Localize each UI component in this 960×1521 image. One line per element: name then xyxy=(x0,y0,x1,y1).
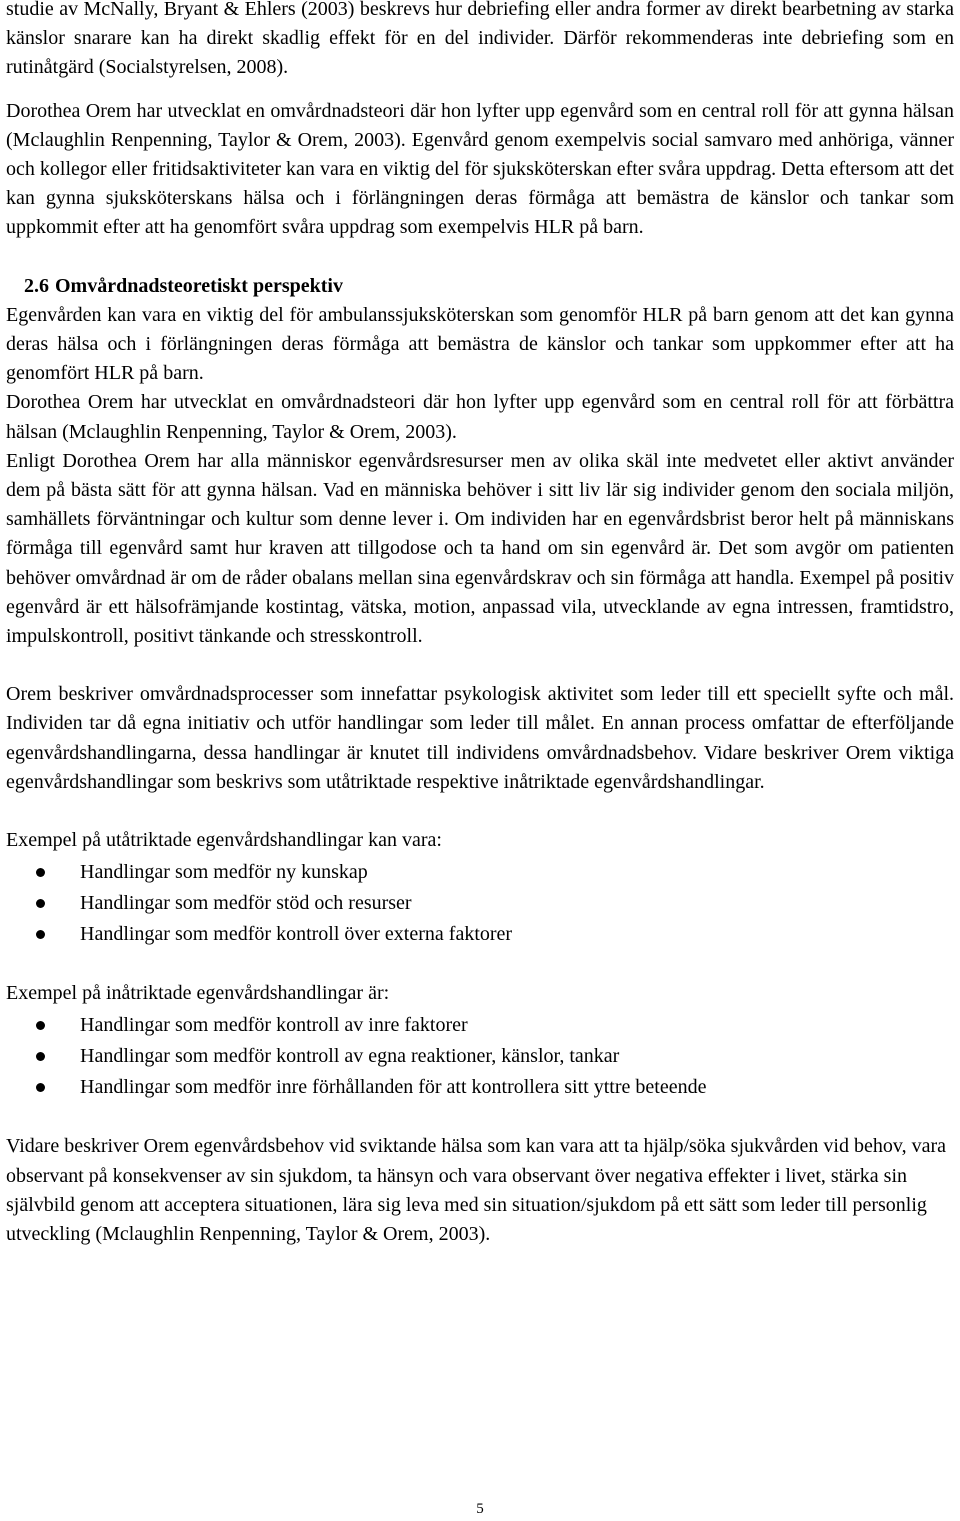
list-item: Handlingar som medför kontroll av egna reaktioner, känslor, tankar xyxy=(6,1041,954,1072)
section-number: 2.6 xyxy=(24,274,49,297)
bullet-icon xyxy=(36,899,45,908)
outward-list-intro: Exempel på utåtriktade egenvårdshandlingar kan vara: xyxy=(6,829,442,852)
section-heading xyxy=(6,272,954,301)
document-page xyxy=(6,0,954,1249)
bullet-icon xyxy=(36,930,45,939)
paragraph-orem-intro: Dorothea Orem har utvecklat en omvårdnadsteori där hon lyfter upp egenvård som en central roll för att gynna hälsan (Mclaughlin Renpenning, Taylor & Orem, 2003). Egenvård genom exempelvis social samvaro med anhöriga, vänner och kollegor eller fritidsaktiviteter kan vara en viktig del för sjuksköterskan efter svåra uppdrag. Detta eftersom att det kan gynna sjuksköterskans hälsa och i förlängningen deras förmåga att bemästra de känslor och tankar som uppkommit efter att ha genomfört svåra uppdrag som exempelvis HLR på barn. xyxy=(6,99,954,239)
section-paragraph-4: Orem beskriver omvårdnadsprocesser som innefattar psykologisk aktivitet som leder till ett speciellt syfte och mål. Individen tar då egna initiativ och utför handlingar som leder till målet. En annan process omfattar de efterföljande egenvårdshandlingarna, dessa handlingar är knutet till individens omvårdnadsbehov. Vidare beskriver Orem viktiga egenvårdshandlingar som beskrivs som utåtriktade respektive inåtriktade egenvårdshandlingar. xyxy=(6,683,954,793)
section-paragraph-3: Enligt Dorothea Orem har alla människor egenvårdsresurser men av olika skäl inte medvetet eller aktivt använder dem på bästa sätt för att gynna hälsan. Vad en människa behöver i sitt liv lär sig individer genom den sociala miljön, samhällets förväntningar och kultur som denne lever i. Om individen har en egenvårdsbrist beror helt på människans förmåga till egenvård samt hur kraven att tillgodose och ta hand om sin egenvård är. Det som avgör om patienten behöver omvårdnad är om de råder obalans mellan sina egenvårdskrav och sin förmåga att handla. Exempel på positiv egenvård är ett hälsofrämjande kostintag, vätska, motion, anpassad vila, utvecklande av egna intressen, framtidstro, impulskontroll, positivt tänkande och stresskontroll. xyxy=(6,449,954,648)
list-item: Handlingar som medför inre förhållanden för att kontrollera sitt yttre beteende xyxy=(6,1072,954,1103)
bullet-icon xyxy=(36,868,45,877)
paragraph-debriefing: studie av McNally, Bryant & Ehlers (2003) beskrevs hur debriefing eller andra former av direkt bearbetning av starka känslor snarare kan ha direkt skadlig effekt för en del individer. Därför rekommenderas inte debriefing som en rutinåtgärd (Socialstyrelsen, 2008). xyxy=(6,0,954,79)
closing-paragraph: Vidare beskriver Orem egenvårdsbehov vid sviktande hälsa som kan vara att ta hjälp/söka sjukvården vid behov, vara observant på konsekvenser av sin sjukdom, ta hänsyn och vara observant över negativa effekter i livet, stärka sin självbild genom att acceptera situationen, lära sig leva med sin situation/sjukdom på ett sätt som leder till personlig utveckling (Mclaughlin Renpenning, Taylor & Orem, 2003). xyxy=(6,1135,946,1246)
inward-list-intro: Exempel på inåtriktade egenvårdshandlingar är: xyxy=(6,982,390,1005)
section-title: Omvårdnadsteoretiskt perspektiv xyxy=(55,274,343,297)
section-paragraph-1: Egenvården kan vara en viktig del för ambulanssjuksköterskan som genomför HLR på barn genom att det kan gynna deras hälsa och i förlängningen deras förmåga att bemästra de känslor och tankar som uppkommer efter att ha genomfört HLR på barn. xyxy=(6,303,954,385)
page-number: 5 xyxy=(476,1501,484,1517)
inward-list xyxy=(6,1010,954,1103)
bullet-icon xyxy=(36,1052,45,1061)
list-item: Handlingar som medför ny kunskap xyxy=(6,857,954,888)
outward-list xyxy=(6,857,954,950)
bullet-icon xyxy=(36,1021,45,1030)
list-item: Handlingar som medför kontroll över externa faktorer xyxy=(6,919,954,950)
list-item: Handlingar som medför kontroll av inre faktorer xyxy=(6,1010,954,1041)
section-paragraph-2: Dorothea Orem har utvecklat en omvårdnadsteori där hon lyfter upp egenvård som en central roll för att förbättra hälsan (Mclaughlin Renpenning, Taylor & Orem, 2003). xyxy=(6,391,954,443)
bullet-icon xyxy=(36,1083,45,1092)
list-item: Handlingar som medför stöd och resurser xyxy=(6,888,954,919)
